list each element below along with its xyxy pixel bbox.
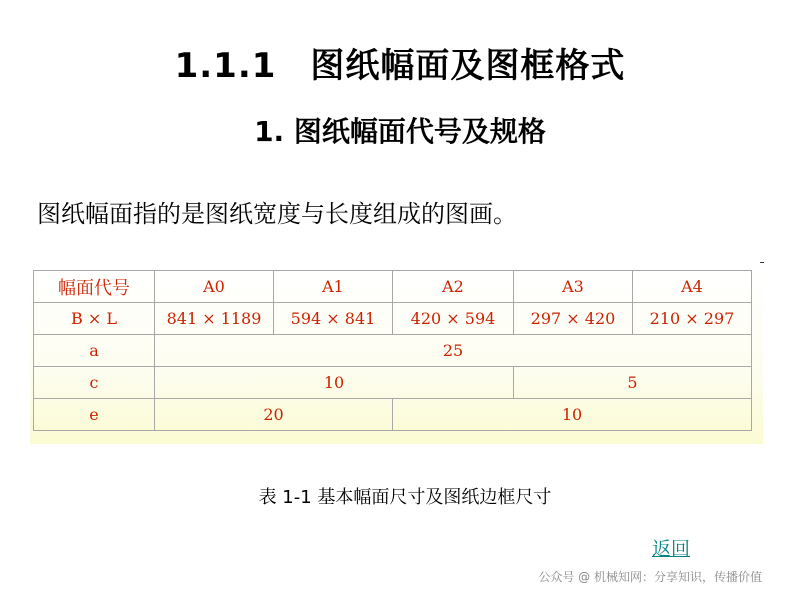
header-size-a0: A0 xyxy=(155,271,274,303)
table-row xyxy=(34,271,752,303)
section-title: 图纸幅面及图框格式 xyxy=(310,46,626,86)
table-row xyxy=(34,399,752,431)
paper-size-table-image xyxy=(30,266,763,444)
section-number: 1.1.1 xyxy=(174,46,277,86)
cell-c-a0-a2: 10 xyxy=(155,367,514,399)
cell-a-all: 25 xyxy=(155,335,752,367)
cell-c-a3-a4: 5 xyxy=(514,367,752,399)
header-size-a1: A1 xyxy=(274,271,393,303)
header-size-a2: A2 xyxy=(393,271,514,303)
table-row xyxy=(34,335,752,367)
cell-bl-a4: 210 × 297 xyxy=(633,303,752,335)
back-link[interactable]: 返回 xyxy=(652,538,691,560)
row-label-a: a xyxy=(34,335,155,367)
table-caption: 表 1-1 基本幅面尺寸及图纸边框尺寸 xyxy=(258,487,552,508)
cell-bl-a2: 420 × 594 xyxy=(393,303,514,335)
row-label-c: c xyxy=(34,367,155,399)
intro-paragraph: 图纸幅面指的是图纸宽度与长度组成的图画。 xyxy=(37,200,517,228)
row-label-e: e xyxy=(34,399,155,431)
cell-bl-a1: 594 × 841 xyxy=(274,303,393,335)
cell-bl-a3: 297 × 420 xyxy=(514,303,633,335)
header-size-a3: A3 xyxy=(514,271,633,303)
header-code-cell: 幅面代号 xyxy=(34,271,155,303)
cell-e-a2-a4: 10 xyxy=(393,399,752,431)
watermark-text: 公众号 @ 机械知网：分享知识，传播价值 xyxy=(538,570,762,584)
decorative-tick xyxy=(760,262,764,263)
paper-size-table xyxy=(33,270,752,431)
cell-bl-a0: 841 × 1189 xyxy=(155,303,274,335)
table-row xyxy=(34,303,752,335)
page-subtitle: 1. 图纸幅面代号及规格 xyxy=(254,115,546,148)
header-size-a4: A4 xyxy=(633,271,752,303)
table-row xyxy=(34,367,752,399)
row-label-bl: B × L xyxy=(34,303,155,335)
page-title xyxy=(0,38,800,87)
cell-e-a0-a1: 20 xyxy=(155,399,393,431)
